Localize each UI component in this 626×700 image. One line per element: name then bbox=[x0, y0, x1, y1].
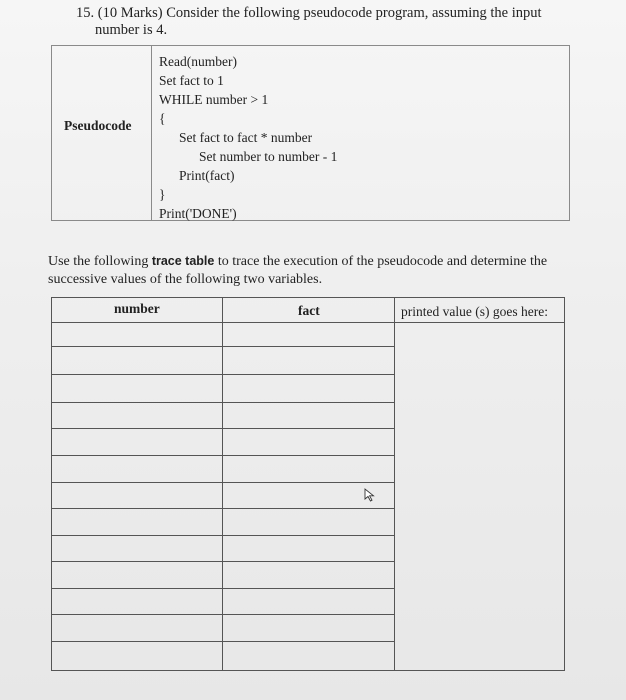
question-marks: (10 Marks) bbox=[97, 5, 163, 21]
code-line-close-brace: } bbox=[159, 187, 166, 202]
pseudocode-label: Pseudocode bbox=[64, 118, 132, 133]
code-line-while: WHILE number > 1 bbox=[159, 92, 269, 107]
code-line-read: Read(number) bbox=[159, 54, 237, 69]
trace-instruction bbox=[48, 252, 568, 289]
header-fact: fact bbox=[298, 303, 320, 318]
trace-table bbox=[51, 297, 565, 671]
trace-row-line bbox=[52, 374, 394, 375]
instruction-line2: successive values of the following two variables. bbox=[48, 272, 323, 287]
code-line-print-fact: Print(fact) bbox=[179, 168, 235, 183]
question-text-line2: number is 4. bbox=[95, 22, 168, 38]
trace-row-line bbox=[52, 561, 394, 562]
header-printed-value: printed value (s) goes here: bbox=[401, 304, 548, 319]
trace-row-line bbox=[52, 346, 394, 347]
pseudocode-lines bbox=[159, 52, 337, 223]
trace-column-divider-2 bbox=[394, 298, 395, 670]
question-number: 15. bbox=[76, 5, 95, 21]
code-line-set-fact: Set fact to 1 bbox=[159, 73, 224, 88]
code-line-open-brace: { bbox=[159, 111, 166, 126]
trace-row-line bbox=[52, 535, 394, 536]
header-number: number bbox=[114, 301, 160, 316]
instruction-part1: Use the following bbox=[48, 254, 152, 269]
trace-row-line bbox=[52, 402, 394, 403]
trace-row-line bbox=[52, 508, 394, 509]
trace-header-line bbox=[52, 322, 564, 323]
trace-row-line bbox=[52, 428, 394, 429]
instruction-part2: to trace the execution of the pseudocode and determine the bbox=[214, 254, 548, 269]
question-prompt bbox=[76, 5, 556, 39]
mouse-pointer-icon bbox=[364, 488, 376, 502]
code-line-print-done: Print('DONE') bbox=[159, 206, 237, 221]
trace-row-line bbox=[52, 588, 394, 589]
question-text-line1: Consider the following pseudocode program, assuming the input bbox=[166, 5, 542, 21]
trace-row-line bbox=[52, 482, 394, 483]
pseudocode-divider bbox=[151, 46, 152, 220]
code-line-decrement: Set number to number - 1 bbox=[199, 149, 338, 164]
code-line-multiply: Set fact to fact * number bbox=[179, 130, 313, 145]
pseudocode-box bbox=[51, 45, 570, 221]
trace-row-line bbox=[52, 641, 394, 642]
trace-row-line bbox=[52, 455, 394, 456]
trace-row-line bbox=[52, 614, 394, 615]
instruction-bold: trace table bbox=[151, 254, 215, 268]
